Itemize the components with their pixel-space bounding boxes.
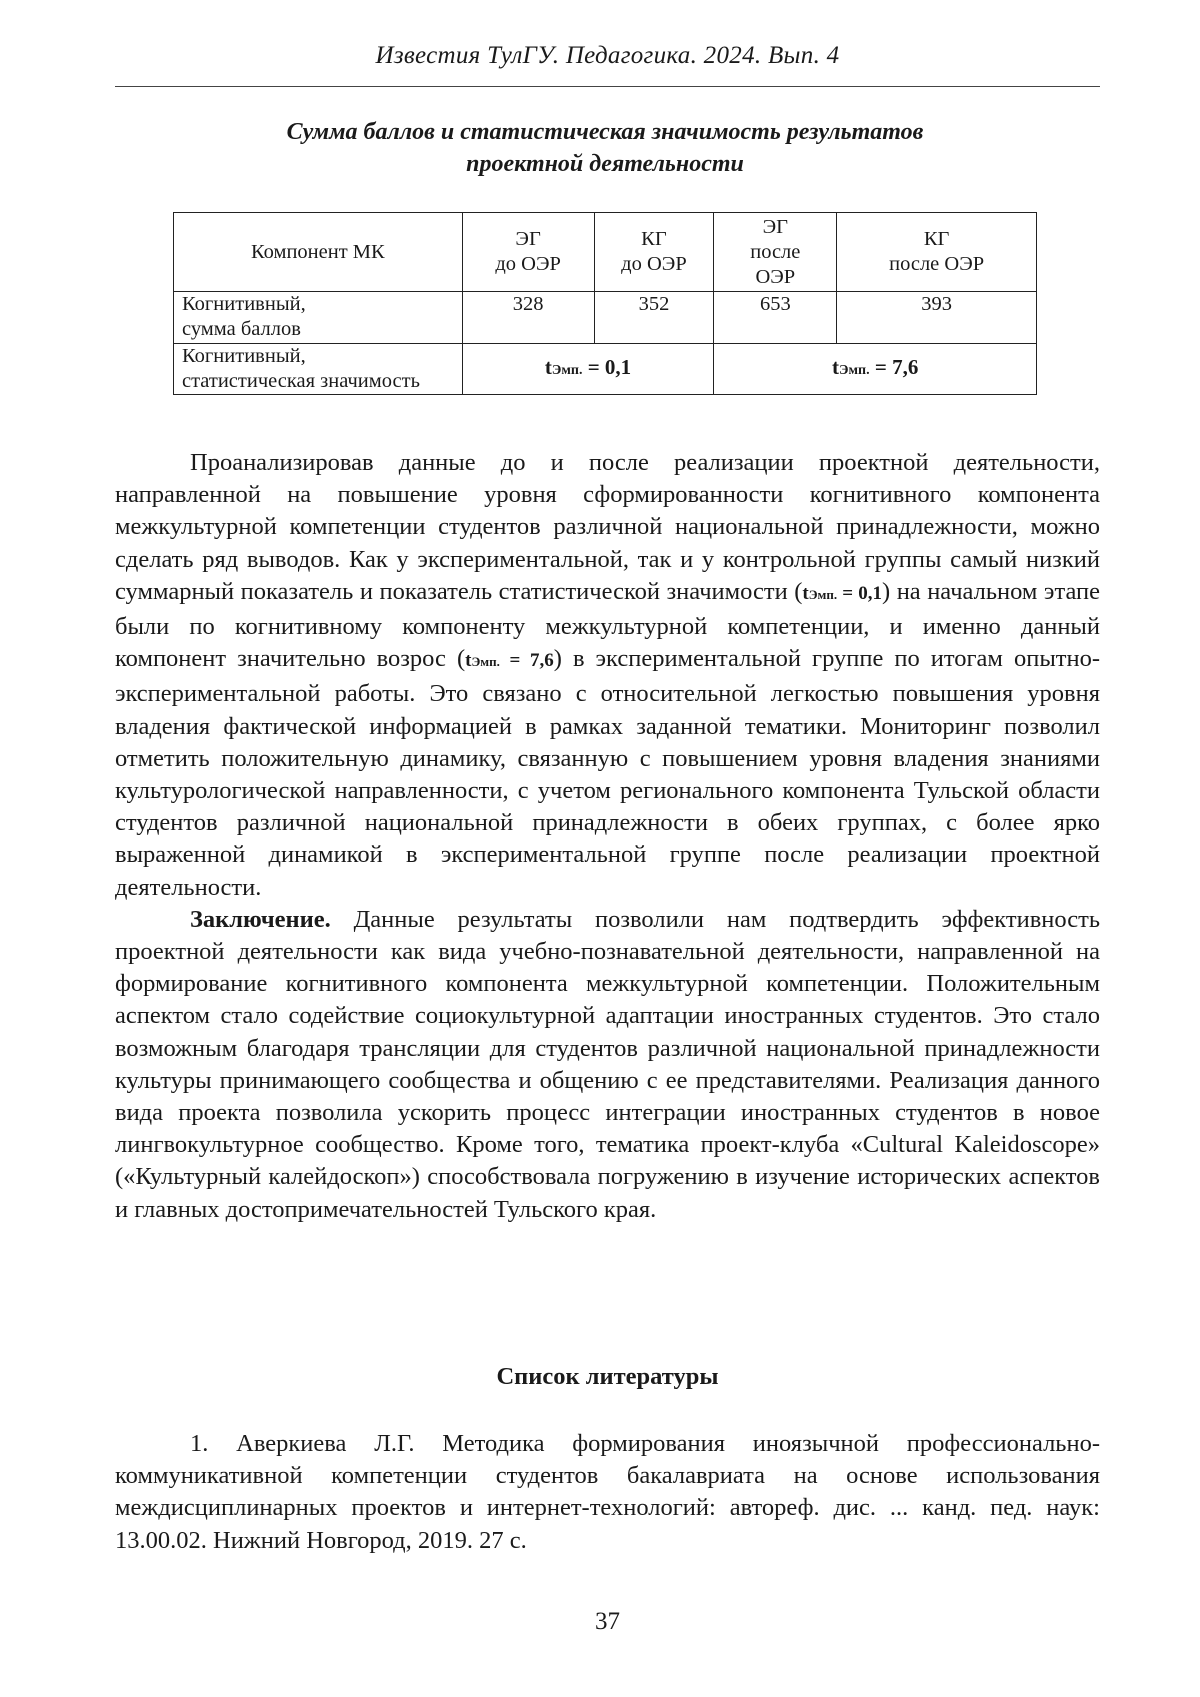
row-label-cell: Когнитивный, сумма баллов — [174, 292, 463, 344]
header-cell-eg-after: ЭГ после ОЭР — [714, 213, 837, 292]
references-title: Список литературы — [496, 1363, 719, 1390]
inline-statistic: tЭмп. = 7,6 — [465, 650, 554, 672]
table-caption-line: Сумма баллов и статистическая значимость результатов — [286, 119, 924, 145]
cell-kg-before: 352 — [594, 292, 714, 344]
header-cell-component: Компонент МК — [174, 213, 463, 292]
table-row — [174, 292, 1037, 344]
header-cell-kg-after: КГ после ОЭР — [837, 213, 1037, 292]
inline-statistic: tЭмп. = 0,1 — [802, 582, 882, 604]
cell-t-before: tЭмп. = 0,1 — [462, 344, 714, 395]
header-cell-eg-before: ЭГ до ОЭР — [462, 213, 594, 292]
running-header: Известия ТулГУ. Педагогика. 2024. Вып. 4 — [375, 42, 840, 69]
conclusion-label: Заключение. — [190, 905, 331, 933]
table-row — [174, 344, 1037, 395]
reference-item: 1. Аверкиева Л.Г. Методика формирования иноязычной профессионально-коммуникативной компетенции студентов бакалавриата на основе использования междисциплинарных проектов и интернет-технологий: автореф. дис. ... канд. пед. наук: 13.00.02. Нижний Новгород, 2019. 27 с. — [115, 1430, 1100, 1554]
page-number: 37 — [595, 1608, 620, 1635]
table-header-row — [174, 213, 1037, 292]
table-caption — [170, 116, 1040, 180]
cell-kg-after: 393 — [837, 292, 1037, 344]
paragraph: Заключение. Данные результаты позволили нам подтвердить эффективность проектной деятельности как вида учебно-познавательной деятельности, направленной на формирование когнитивного компонента межкультурной компетенции. Положительным аспектом стало содействие социокультурной адаптации иностранных студентов. Это стало возможным благодаря трансляции для студентов различной национальной принадлежности культуры принимающего сообщества и общению с ее представителями. Реализация данного вида проекта позволила ускорить процесс интеграции иностранных студентов в новое лингвокультурное сообщество. Кроме того, тематика проект-клуба «Cultural Kaleidoscope» («Культурный калейдоскоп») способствовала погружению в изучение исторических аспектов и главных достопримечательностей Тульского края. — [115, 905, 1100, 1223]
cell-t-after: tЭмп. = 7,6 — [714, 344, 1037, 395]
header-rule — [115, 86, 1100, 87]
cell-eg-after: 653 — [714, 292, 837, 344]
table-caption-line: проектной деятельности — [466, 151, 744, 177]
row-label-cell: Когнитивный, статистическая значимость — [174, 344, 463, 395]
results-table — [173, 212, 1037, 395]
body-text — [115, 447, 1100, 1226]
paragraph: Проанализировав данные до и после реализации проектной деятельности, направленной на повышение уровня сформированности когнитивного компонента межкультурной компетенции студентов различной национальной принадлежности, можно сделать ряд выводов. Как у экспериментальной, так и у контрольной группы самый низкий суммарный показатель и показатель статистической значимости (tЭмп. = 0,1) на начальном этапе были по когнитивному компоненту межкультурной компетенции, и именно данный компонент значительно возрос (tЭмп. = 7,6) в экспериментальной группе по итогам опытно-экспериментальной работы. Это связано с относительной легкостью повышения уровня владения фактической информацией в рамках заданной тематики. Мониторинг позволил отметить положительную динамику, связанную с повышением уровня владения знаниями культурологической направленности, с учетом регионального компонента Тульской области студентов различной национальной принадлежности в обеих группах, с более ярко выраженной динамикой в экспериментальной группе после реализации проектной деятельности. — [115, 449, 1101, 901]
cell-eg-before: 328 — [462, 292, 594, 344]
header-cell-kg-before: КГ до ОЭР — [594, 213, 714, 292]
